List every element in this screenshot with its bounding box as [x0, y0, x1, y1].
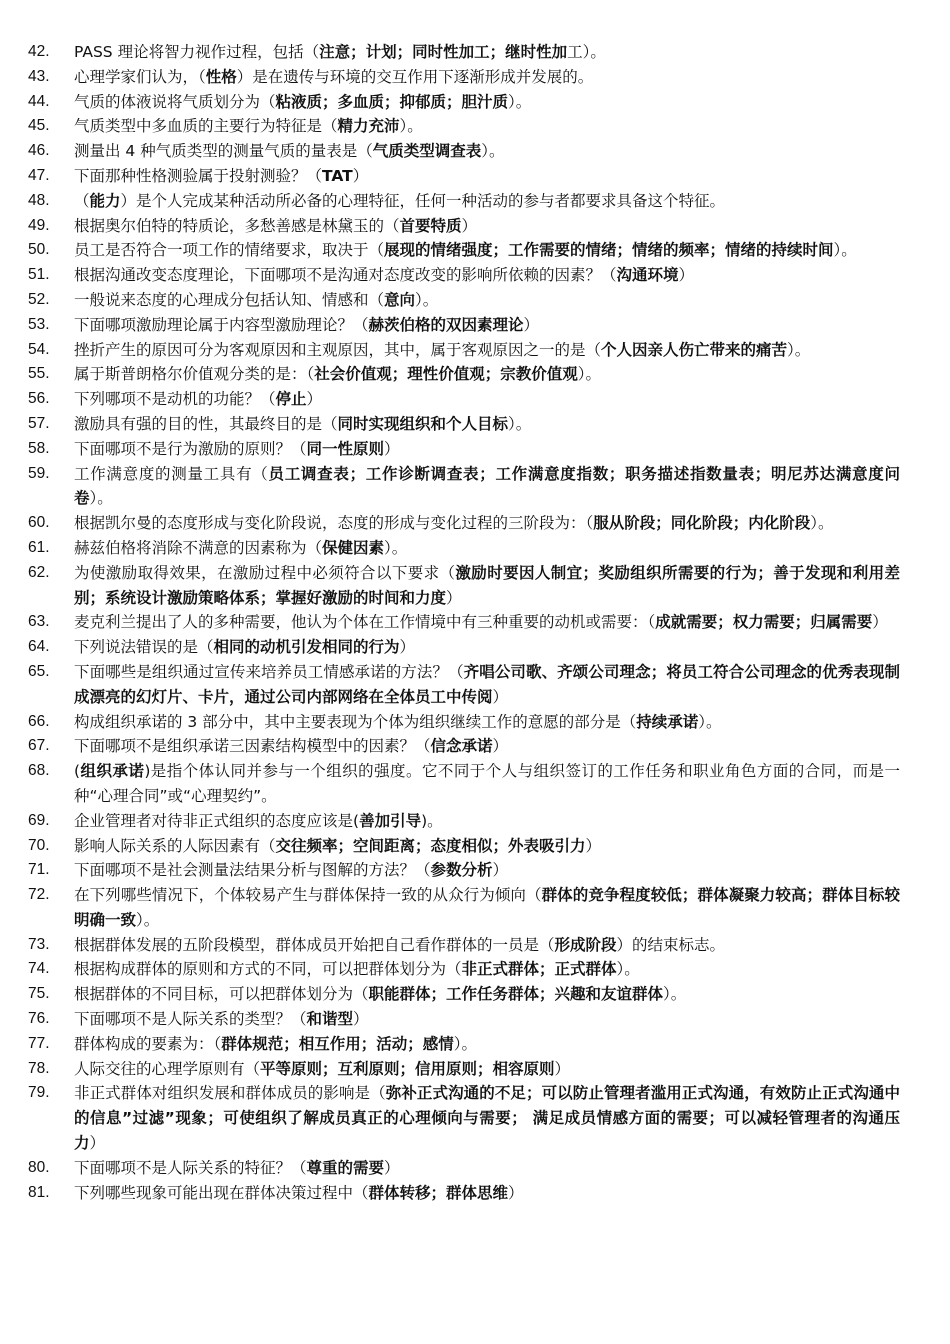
question-segment: ）。 [136, 910, 160, 929]
question-item [0, 90, 950, 115]
question-number: 43. [28, 67, 50, 85]
question-item [0, 1156, 950, 1181]
question-segment: ） [446, 588, 462, 607]
question-number: 66. [28, 712, 50, 730]
question-segment: 企业管理者对待非正式组织的态度应该是( [74, 811, 360, 830]
question-item [0, 660, 950, 710]
answer-text: 粘液质；多血质；抑郁质；胆汁质 [275, 92, 509, 111]
question-segment: ）。 [582, 43, 606, 61]
question-segment: ） [678, 266, 695, 285]
question-segment: ）。 [663, 985, 687, 1004]
question-item [0, 313, 950, 338]
question-number: 46. [28, 142, 50, 160]
question-segment: 下面那种性格测验属于投射测验？（ [74, 166, 323, 185]
question-item [0, 387, 950, 412]
question-number: 45. [28, 117, 50, 135]
question-item [0, 933, 950, 958]
question-segment: ( [74, 762, 81, 781]
question-number: 48. [28, 191, 50, 209]
question-item [0, 1032, 950, 1057]
answer-text: 平等原则；互利原则；信用原则；相容原则 [260, 1059, 555, 1078]
question-segment: ） [872, 613, 888, 632]
question-item [0, 65, 950, 90]
question-segment: ） [353, 1010, 369, 1029]
question-text [74, 114, 900, 139]
question-item [0, 834, 950, 859]
question-item [0, 462, 950, 512]
question-text [74, 412, 900, 437]
question-segment: ） [492, 861, 509, 880]
question-segment: 下列说法错误的是（ [74, 638, 214, 657]
question-segment: 影响人际关系的人际因素有（ [74, 836, 276, 855]
answer-text: 停止 [275, 390, 307, 409]
answer-text: 信念承诺 [430, 737, 493, 756]
question-text [74, 387, 900, 412]
question-number: 72. [28, 886, 50, 904]
question-segment: ）。 [833, 241, 857, 260]
question-segment: 属于斯普朗格尔价值观分类的是：（ [74, 365, 315, 384]
question-text [74, 536, 900, 561]
answer-text: 个人因亲人伤亡带来的痛苦 [601, 340, 788, 359]
question-segment: 构成组织承诺的 3 部分中，其中主要表现为个体为组织继续工作的意愿的部分是（ [74, 712, 637, 731]
answer-text: 展现的情绪强度；工作需要的情绪；情绪的频率；情绪的持续时间 [384, 241, 834, 260]
question-number: 42. [28, 43, 50, 60]
question-item [0, 957, 950, 982]
question-segment: 根据群体的不同目标，可以把群体划分为（ [74, 985, 369, 1004]
question-text [74, 1032, 900, 1057]
question-text [74, 511, 900, 536]
question-number: 81. [28, 1183, 50, 1201]
question-segment: ）。 [577, 365, 602, 384]
answer-text: 同一性原则 [306, 439, 385, 458]
question-segment: 心理学家们认为，（ [74, 67, 206, 86]
question-item [0, 1007, 950, 1032]
question-number: 62. [28, 563, 50, 581]
question-number: 78. [28, 1059, 50, 1077]
question-list [0, 40, 950, 1205]
question-text [74, 858, 900, 883]
question-number: 76. [28, 1010, 50, 1028]
question-segment: 下面哪项不是社会测量法结果分析与图解的方法？（ [74, 861, 431, 880]
question-segment: 下面哪些是组织通过宣传来培养员工情感承诺的方法？（ [74, 662, 464, 681]
question-segment: ）。 [415, 290, 439, 309]
answer-text: 气质类型调查表 [372, 142, 482, 161]
question-item [0, 982, 950, 1007]
question-text [74, 561, 900, 611]
question-number: 61. [28, 538, 50, 556]
question-number: 70. [28, 836, 50, 854]
question-number: 69. [28, 811, 50, 829]
question-segment: 气质类型中多血质的主要行为特征是（ [74, 117, 338, 136]
question-segment: 群体构成的要素为：（ [74, 1034, 222, 1053]
question-segment: ）是在遗传与环境的交互作用下逐渐形成并发展的。 [236, 67, 594, 86]
question-number: 55. [28, 365, 50, 383]
question-segment: （ [74, 191, 90, 210]
question-segment: 测量出 4 种气质类型的测量气质的量表是（ [74, 142, 373, 161]
question-item [0, 362, 950, 387]
question-item [0, 610, 950, 635]
question-segment: 气质的体液说将气质划分为（ [74, 92, 276, 111]
question-segment: )。 [421, 811, 443, 830]
question-segment: ） [492, 687, 509, 706]
question-segment: ） [461, 216, 478, 235]
question-number: 65. [28, 662, 50, 680]
question-segment: 挫折产生的原因可分为客观原因和主观原因，其中，属于客观原因之一的是（ [74, 340, 602, 359]
question-item [0, 164, 950, 189]
question-segment: 员工是否符合一项工作的情绪要求，取决于（ [74, 241, 385, 260]
question-text [74, 1181, 900, 1206]
question-segment: ） [585, 836, 602, 855]
question-item [0, 1081, 950, 1155]
question-item [0, 338, 950, 363]
question-text [74, 313, 900, 338]
question-segment: 在下列哪些情况下，个体较易产生与群体保持一致的从众行为倾向（ [74, 886, 542, 905]
answer-text: 群体的竞争程度较低；群体凝聚力较高；群体目标较明确一致 [74, 886, 900, 929]
question-text [74, 238, 900, 263]
answer-text: 非正式群体；正式群体 [461, 960, 617, 979]
question-segment: ） [492, 737, 509, 756]
question-segment: 根据凯尔曼的态度形成与变化阶段说，态度的形成与变化过程的三阶段为：（ [74, 514, 594, 533]
question-item [0, 809, 950, 834]
answer-text: 相同的动机引发相同的行为 [213, 638, 400, 657]
question-item [0, 437, 950, 462]
answer-text: 注意；计划；同时性加工；继时性加 [319, 43, 568, 61]
question-segment: ） [306, 390, 323, 409]
answer-text: 齐唱公司歌、齐颂公司理念；将员工符合公司理念的优秀表现制成漂亮的幻灯片、卡片，通过公司内部网络在全体员工中传阅 [74, 662, 900, 706]
question-segment: ） [523, 315, 540, 334]
answer-text: 激励时要因人制宜；奖励组织所需要的行为；善于发现和利用差别；系统设计激励策略体系；掌握好激励的时间和力度 [74, 563, 900, 607]
question-segment: ） [384, 1158, 400, 1177]
question-text [74, 759, 900, 809]
question-segment: 工作满意度的测量工具有（ [74, 464, 269, 483]
question-segment: ） [384, 439, 400, 458]
question-segment: ） [508, 1183, 524, 1202]
question-number: 80. [28, 1158, 50, 1176]
question-item [0, 288, 950, 313]
question-text [74, 982, 900, 1007]
question-number: 73. [28, 935, 50, 953]
answer-text: 员工调查表；工作诊断调查表；工作满意度指数；职务描述指数量表；明尼苏达满意度问卷 [74, 464, 900, 508]
question-number: 44. [28, 92, 50, 110]
question-segment: 下面哪项不是行为激励的原则？（ [74, 439, 307, 458]
question-item [0, 710, 950, 735]
question-text [74, 263, 900, 288]
question-segment: ） [89, 1134, 106, 1153]
question-segment: ） [399, 638, 416, 657]
question-text [74, 1081, 900, 1155]
question-text [74, 164, 900, 189]
question-segment: 根据群体发展的五阶段模型，群体成员开始把自己看作群体的一员是（ [74, 935, 555, 954]
question-text [74, 189, 900, 214]
answer-text: 意向 [384, 290, 416, 309]
question-text [74, 437, 900, 462]
question-segment: PASS 理论将智力视作过程，包括（ [74, 43, 320, 61]
answer-text: 形成阶段 [554, 935, 617, 954]
question-text [74, 65, 900, 90]
question-segment: ）。 [508, 92, 532, 111]
question-number: 64. [28, 638, 50, 656]
question-text [74, 660, 900, 710]
question-number: 50. [28, 241, 50, 259]
question-item [0, 734, 950, 759]
question-text [74, 710, 900, 735]
question-segment: 根据奥尔伯特的特质论，多愁善感是林黛玉的（ [74, 216, 400, 235]
question-text [74, 214, 900, 239]
question-item [0, 1057, 950, 1082]
question-number: 57. [28, 414, 50, 432]
question-segment: 人际交往的心理学原则有（ [74, 1059, 261, 1078]
question-segment: 下面哪项不是人际关系的类型？（ [74, 1010, 307, 1029]
question-number: 53. [28, 315, 50, 333]
answer-text: 同时实现组织和个人目标 [337, 414, 509, 433]
question-segment: ）。 [89, 489, 113, 508]
answer-text: 精力充沛 [337, 117, 400, 136]
question-text [74, 1057, 900, 1082]
question-segment: ）是个人完成某种活动所必备的心理特征，任何一种活动的参与者都要求具备这个特征。 [120, 191, 726, 210]
answer-text: 组织承诺 [80, 762, 145, 781]
question-segment: ）。 [399, 117, 423, 136]
question-item [0, 1181, 950, 1206]
question-number: 67. [28, 737, 50, 755]
answer-text: 服从阶段；同化阶段；内化阶段 [593, 514, 811, 533]
question-text [74, 462, 900, 512]
question-segment: ）。 [481, 142, 505, 161]
question-text [74, 809, 900, 834]
question-item [0, 189, 950, 214]
question-text [74, 1007, 900, 1032]
question-item [0, 511, 950, 536]
question-text [74, 90, 900, 115]
question-item [0, 214, 950, 239]
question-number: 51. [28, 266, 50, 284]
answer-text: 首要特质 [399, 216, 462, 235]
answer-text: 弥补正式沟通的不足；可以防止管理者滥用正式沟通，有效防止正式沟通中的信息”过滤”现象；可使组织了解成员真正的心理倾向与需要； 满足成员情感方面的需要；可以减轻管理者的沟通压力 [74, 1084, 900, 1153]
question-number: 60. [28, 514, 50, 532]
question-item [0, 238, 950, 263]
question-segment: ）。 [384, 538, 408, 557]
question-number: 75. [28, 985, 50, 1003]
question-item [0, 759, 950, 809]
question-text [74, 40, 900, 65]
question-number: 47. [28, 166, 50, 184]
answer-text: 性格 [205, 67, 237, 86]
question-item [0, 40, 950, 65]
question-item [0, 883, 950, 933]
answer-text: 尊重的需要 [306, 1158, 385, 1177]
question-number: 54. [28, 340, 50, 358]
question-segment: 下面哪项不是人际关系的特征？（ [74, 1158, 307, 1177]
question-number: 79. [28, 1084, 50, 1102]
question-number: 74. [28, 960, 50, 978]
question-segment: ）。 [508, 414, 532, 433]
question-text [74, 883, 900, 933]
question-segment: 根据构成群体的原则和方式的不同，可以把群体划分为（ [74, 960, 462, 979]
question-item [0, 536, 950, 561]
question-item [0, 412, 950, 437]
question-number: 68. [28, 762, 50, 780]
question-segment: 一般说来态度的心理成分包括认知、情感和（ [74, 290, 385, 309]
question-number: 77. [28, 1034, 50, 1052]
answer-text: 保健因素 [322, 538, 385, 557]
question-text [74, 734, 900, 759]
question-segment: 激励具有强的目的性，其最终目的是（ [74, 414, 338, 433]
answer-text: TAT [322, 166, 353, 185]
question-segment: 为使激励取得效果，在激励过程中必须符合以下要求（ [74, 563, 456, 582]
question-text [74, 338, 900, 363]
answer-text: 群体规范；相互作用；活动；感情 [221, 1034, 454, 1053]
question-number: 56. [28, 390, 50, 408]
question-segment: ）。 [698, 712, 722, 731]
answer-text: 交往频率；空间距离；态度相似；外表吸引力 [275, 836, 586, 855]
question-segment: ）。 [810, 514, 834, 533]
question-text [74, 139, 900, 164]
question-text [74, 610, 900, 635]
question-number: 49. [28, 216, 50, 234]
question-number: 63. [28, 613, 50, 631]
question-text [74, 288, 900, 313]
question-segment: 赫兹伯格将消除不满意的因素称为（ [74, 538, 323, 557]
answer-text: 职能群体；工作任务群体；兴趣和友谊群体 [368, 985, 664, 1004]
question-text [74, 1156, 900, 1181]
question-item [0, 635, 950, 660]
question-segment: ） [352, 166, 369, 185]
answer-text: 社会价值观；理性价值观；宗教价值观 [314, 365, 578, 384]
question-segment: ）。 [616, 960, 640, 979]
answer-text: 赫茨伯格的双因素理论 [368, 315, 524, 334]
question-text [74, 834, 900, 859]
answer-text: 善加引导 [359, 811, 422, 830]
question-segment: 下列哪些现象可能出现在群体决策过程中（ [74, 1183, 369, 1202]
answer-text: 沟通环境 [616, 266, 679, 285]
answer-text: 持续承诺 [636, 712, 699, 731]
question-segment: 根据沟通改变态度理论，下面哪项不是沟通对态度改变的影响所依赖的因素？（ [74, 266, 617, 285]
question-number: 59. [28, 464, 50, 482]
question-item [0, 858, 950, 883]
question-item [0, 114, 950, 139]
question-segment: 非正式群体对组织发展和群体成员的影响是（ [74, 1084, 386, 1103]
question-segment: 下面哪项不是组织承诺三因素结构模型中的因素？（ [74, 737, 431, 756]
answer-text: 成就需要；权力需要；归属需要 [655, 613, 873, 632]
question-segment: 下面哪项激励理论属于内容型激励理论？（ [74, 315, 369, 334]
question-text [74, 635, 900, 660]
question-text [74, 362, 900, 387]
question-item [0, 139, 950, 164]
question-segment: ） [554, 1059, 571, 1078]
question-text [74, 933, 900, 958]
question-number: 58. [28, 439, 50, 457]
question-item [0, 561, 950, 611]
question-number: 52. [28, 290, 50, 308]
question-number: 71. [28, 861, 50, 879]
question-text [74, 957, 900, 982]
answer-text: 和谐型 [306, 1010, 354, 1029]
answer-text: 群体转移；群体思维 [368, 1183, 509, 1202]
question-segment: 麦克利兰提出了人的多种需要，他认为个体在工作情境中有三种重要的动机或需要：（ [74, 613, 656, 632]
question-segment: ）。 [453, 1034, 478, 1053]
answer-text: 能力 [89, 191, 121, 210]
question-segment: 下列哪项不是动机的功能？（ [74, 390, 276, 409]
question-item [0, 263, 950, 288]
question-segment: 工 [567, 43, 583, 61]
question-segment: ）的结束标志。 [616, 935, 726, 954]
question-segment: ）。 [787, 340, 811, 359]
answer-text: 参数分析 [430, 861, 493, 880]
question-segment: )是指个体认同并参与一个组织的强度。它不同于个人与组织签订的工作任务和职业角色方面的合同，而是一种“心理合同”或“心理契约”。 [74, 762, 900, 805]
